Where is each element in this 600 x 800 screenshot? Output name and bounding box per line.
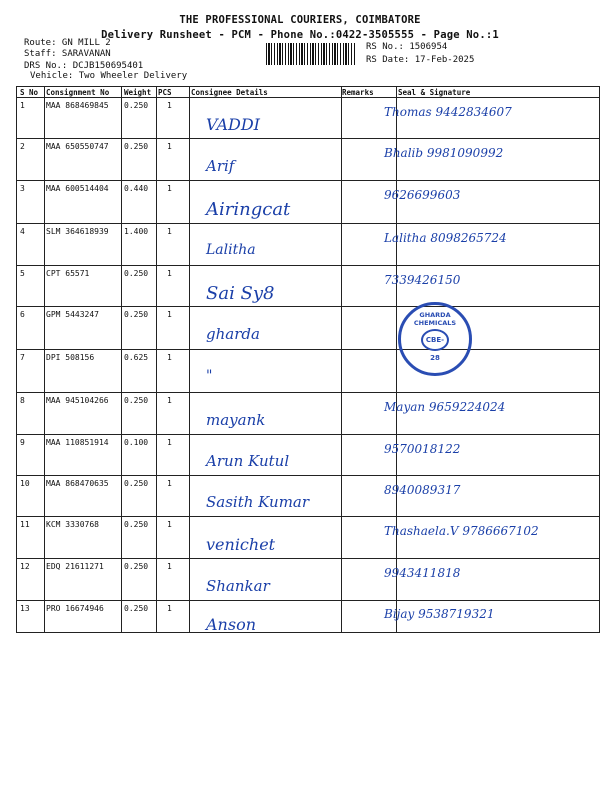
col-weight: Weight (124, 88, 152, 97)
consignment-number: DPI 508156 (46, 353, 95, 362)
consignment-number: MAA 868469845 (46, 101, 109, 110)
row-pcs: 1 (167, 604, 172, 613)
signature-text: Thomas 9442834607 (384, 105, 512, 120)
consignee-name: VADDI (206, 115, 260, 135)
consignment-number: EDQ 21611271 (46, 562, 104, 571)
row-weight: 0.250 (124, 269, 149, 278)
signature-text: 9943411818 (384, 566, 461, 581)
row-pcs: 1 (167, 101, 172, 110)
consignment-number: MAA 868470635 (46, 479, 109, 488)
row-sno: 8 (20, 396, 25, 405)
consignee-name: gharda (206, 325, 260, 344)
row-sno: 13 (20, 604, 30, 613)
consignment-number: MAA 600514404 (46, 184, 109, 193)
consignee-name: Sai Sy8 (206, 283, 275, 305)
row-sno: 7 (20, 353, 25, 362)
row-pcs: 1 (167, 142, 172, 151)
runsheet-table (16, 86, 600, 635)
row-weight: 0.250 (124, 142, 149, 151)
company-title: THE PROFESSIONAL COURIERS, COIMBATORE (179, 14, 421, 26)
signature-text: 7339426150 (384, 273, 461, 288)
row-weight: 0.250 (124, 396, 149, 405)
consignee-name: Shankar (206, 576, 270, 595)
consignee-name: Anson (206, 615, 257, 635)
row-weight: 0.625 (124, 353, 149, 362)
row-weight: 0.250 (124, 479, 149, 488)
company-seal: GHARDA CHEMICALS CBE-28 (398, 302, 472, 376)
row-sno: 12 (20, 562, 30, 571)
consignment-number: MAA 110851914 (46, 438, 109, 447)
signature-text: Mayan 9659224024 (384, 400, 506, 415)
consignee-name: Lalitha (206, 241, 256, 258)
row-weight: 0.100 (124, 438, 149, 447)
row-pcs: 1 (167, 438, 172, 447)
row-sno: 3 (20, 184, 25, 193)
row-pcs: 1 (167, 479, 172, 488)
barcode (266, 43, 356, 65)
signature-text: 9626699603 (384, 188, 461, 203)
col-consignment: Consignment No (46, 88, 110, 97)
col-consignee: Consignee Details (191, 88, 268, 97)
col-pcs: PCS (158, 88, 172, 97)
row-pcs: 1 (167, 269, 172, 278)
row-pcs: 1 (167, 310, 172, 319)
row-weight: 0.250 (124, 562, 149, 571)
staff-label: Staff: SARAVANAN (24, 49, 111, 59)
row-sno: 4 (20, 227, 25, 236)
consignee-name: Sasith Kumar (206, 493, 310, 512)
drs-label: DRS No.: DCJB150695401 (24, 61, 144, 71)
consignee-name: Arun Kutul (206, 452, 290, 471)
signature-text: Thashaela.V 9786667102 (384, 524, 539, 539)
consignee-name: venichet (206, 534, 276, 554)
row-weight: 0.250 (124, 101, 149, 110)
row-weight: 0.250 (124, 310, 149, 319)
row-pcs: 1 (167, 227, 172, 236)
runsheet-subtitle: Delivery Runsheet - PCM - Phone No.:0422-3505555 - Page No.:1 (101, 29, 499, 41)
col-sno: S No (20, 88, 39, 97)
col-signature: Seal & Signature (398, 88, 471, 97)
vehicle-label: Vehicle: Two Wheeler Delivery (30, 71, 188, 81)
row-pcs: 1 (167, 184, 172, 193)
route-label: Route: GN MILL 2 (24, 38, 111, 48)
row-weight: 1.400 (124, 227, 149, 236)
consignment-number: MAA 945104266 (46, 396, 109, 405)
row-sno: 11 (20, 520, 30, 529)
consignment-number: KCM 3330768 (46, 520, 99, 529)
rs-number: RS No.: 1506954 (366, 42, 448, 52)
row-sno: 1 (20, 101, 25, 110)
consignment-number: CPT 65571 (46, 269, 90, 278)
row-weight: 0.250 (124, 604, 149, 613)
consignment-number: PRO 16674946 (46, 604, 104, 613)
signature-text: Bhalib 9981090992 (384, 146, 504, 161)
row-pcs: 1 (167, 562, 172, 571)
consignment-number: GPM 5443247 (46, 310, 99, 319)
row-sno: 6 (20, 310, 25, 319)
signature-text: 8940089317 (384, 483, 461, 498)
consignee-name: Arif (206, 156, 235, 175)
consignee-name: Airingcat (206, 199, 291, 221)
row-weight: 0.440 (124, 184, 149, 193)
row-pcs: 1 (167, 353, 172, 362)
row-weight: 0.250 (124, 520, 149, 529)
row-sno: 5 (20, 269, 25, 278)
row-sno: 2 (20, 142, 25, 151)
consignment-number: SLM 364618939 (46, 227, 109, 236)
row-pcs: 1 (167, 396, 172, 405)
row-sno: 10 (20, 479, 30, 488)
signature-text: Lalitha 8098265724 (384, 231, 507, 246)
consignment-number: MAA 650550747 (46, 142, 109, 151)
consignee-name: " (206, 368, 213, 385)
consignee-name: mayank (206, 410, 266, 429)
signature-text: Bijay 9538719321 (384, 607, 495, 622)
row-pcs: 1 (167, 520, 172, 529)
signature-text: 9570018122 (384, 442, 461, 457)
rs-date: RS Date: 17-Feb-2025 (366, 55, 475, 65)
row-sno: 9 (20, 438, 25, 447)
col-remarks: Remarks (342, 88, 374, 97)
